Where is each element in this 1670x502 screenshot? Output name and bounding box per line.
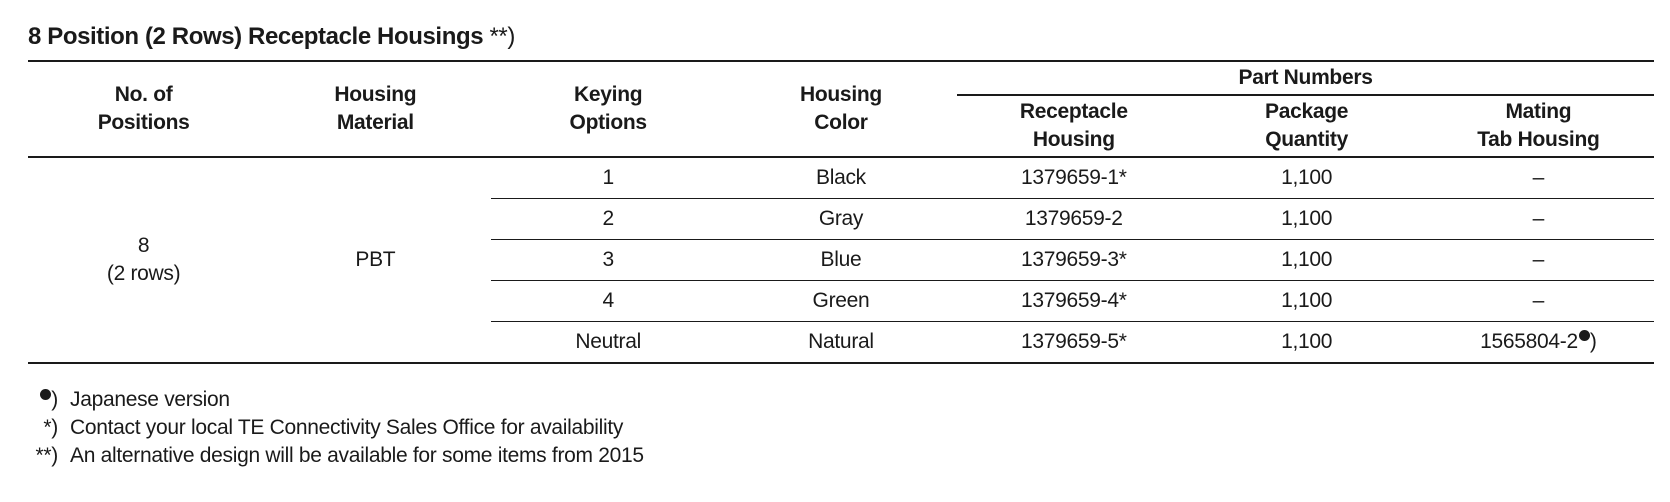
footnote-dot-text: Japanese version	[70, 388, 230, 411]
footnote-double-star	[28, 442, 1654, 470]
table-title-text: 8 Position (2 Rows) Receptacle Housings	[28, 23, 484, 50]
header-part-numbers: Part Numbers	[957, 61, 1654, 95]
bullet-dot-icon	[40, 389, 51, 400]
header-receptacle-housing: Receptacle Housing	[957, 95, 1190, 157]
mating-part-footnote-close: )	[1589, 330, 1597, 353]
table-title-footnote-mark: **)	[483, 23, 515, 50]
bullet-dot-icon	[1579, 330, 1590, 341]
cell-package-quantity: 1,100	[1190, 199, 1422, 240]
cell-keying: 4	[491, 281, 724, 322]
cell-keying: 2	[491, 199, 724, 240]
receptacle-housings-table	[28, 60, 1654, 364]
footnote-double-star-mark: **)	[35, 444, 58, 467]
cell-keying: 3	[491, 240, 724, 281]
footnote-dot-mark-paren: )	[51, 388, 58, 411]
page	[28, 20, 1654, 470]
cell-mating-part	[1423, 322, 1654, 364]
footnote-star-text: Contact your local TE Connectivity Sales Office for availability	[70, 416, 624, 439]
cell-package-quantity: 1,100	[1190, 240, 1422, 281]
cell-mating-part: –	[1423, 281, 1654, 322]
header-keying-options: Keying Options	[491, 61, 724, 157]
cell-receptacle-part: 1379659-3*	[957, 240, 1190, 281]
footnotes	[28, 386, 1654, 470]
header-package-quantity: Package Quantity	[1190, 95, 1422, 157]
cell-keying: Neutral	[491, 322, 724, 364]
cell-receptacle-part: 1379659-4*	[957, 281, 1190, 322]
cell-color: Natural	[725, 322, 957, 364]
table-title	[28, 20, 1654, 54]
cell-positions: 8 (2 rows)	[28, 157, 259, 363]
footnote-dot	[28, 386, 1654, 414]
cell-color: Black	[725, 157, 957, 199]
cell-color: Blue	[725, 240, 957, 281]
cell-package-quantity: 1,100	[1190, 281, 1422, 322]
cell-package-quantity: 1,100	[1190, 322, 1422, 364]
cell-receptacle-part: 1379659-2	[957, 199, 1190, 240]
cell-package-quantity: 1,100	[1190, 157, 1422, 199]
cell-mating-part: –	[1423, 240, 1654, 281]
cell-mating-part: –	[1423, 199, 1654, 240]
cell-receptacle-part: 1379659-5*	[957, 322, 1190, 364]
mating-part-number: 1565804-2	[1480, 330, 1578, 353]
cell-keying: 1	[491, 157, 724, 199]
footnote-dot-mark	[18, 386, 58, 414]
footnote-double-star-text: An alternative design will be available for some items from 2015	[70, 444, 644, 467]
table-row	[28, 157, 1654, 199]
cell-color: Gray	[725, 199, 957, 240]
footnote-star	[28, 414, 1654, 442]
cell-housing-material: PBT	[259, 157, 491, 363]
header-mating-tab-housing: Mating Tab Housing	[1423, 95, 1654, 157]
cell-mating-part: –	[1423, 157, 1654, 199]
footnote-star-mark: *)	[43, 416, 58, 439]
cell-color: Green	[725, 281, 957, 322]
header-housing-material: Housing Material	[259, 61, 491, 157]
cell-receptacle-part: 1379659-1*	[957, 157, 1190, 199]
header-housing-color: Housing Color	[725, 61, 957, 157]
header-positions: No. of Positions	[28, 61, 259, 157]
